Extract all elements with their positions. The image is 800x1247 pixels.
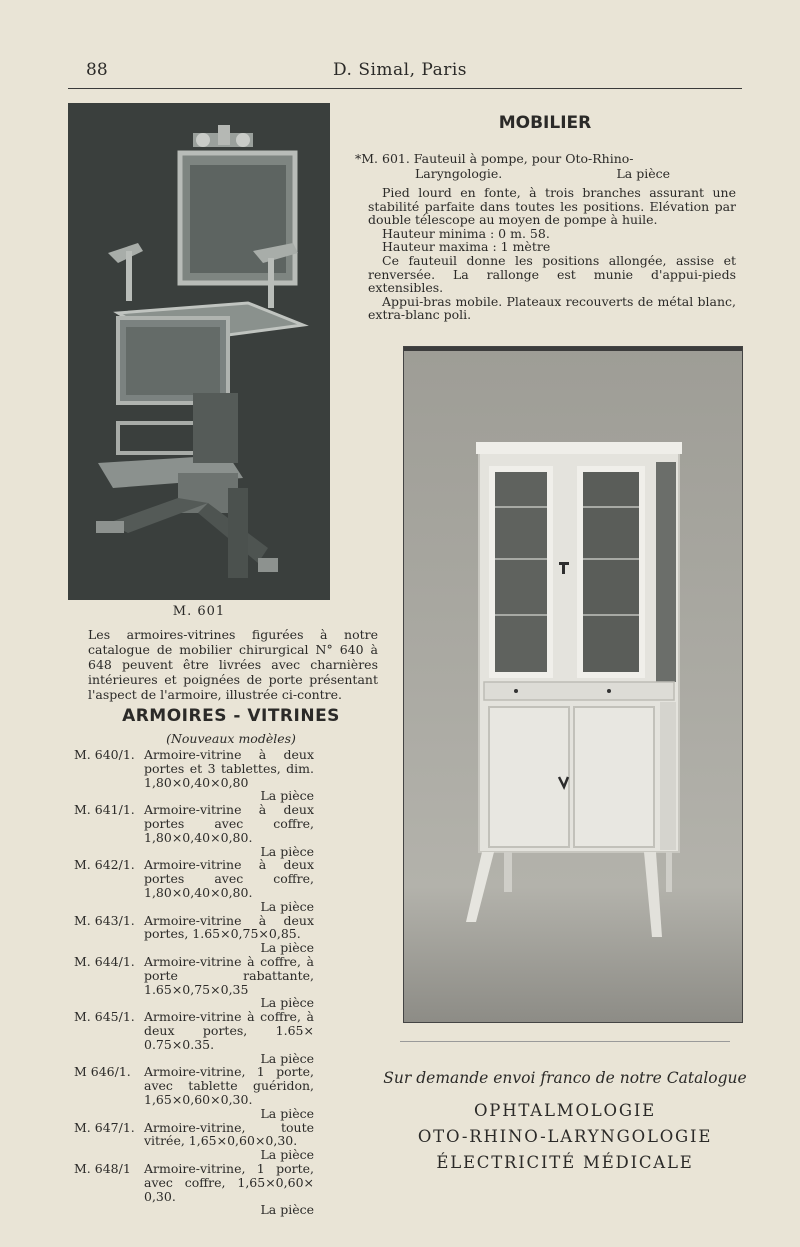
item-desc: Armoire-vitrine, toute vitrée, 1,65×0,60×0,30. (144, 1119, 314, 1149)
list-item (74, 1065, 314, 1120)
specialty-electricite: ÉLECTRICITÉ MÉDICALE (436, 1153, 694, 1172)
item-price: La pièce (260, 1105, 314, 1121)
item-price: La pièce (260, 1202, 314, 1218)
item-desc: Armoire-vitrine à deux portes avec coffre, 1,80×0,40×0,80. (144, 857, 314, 900)
m601-ref: *M. 601. Fauteuil à pompe, pour Oto-Rhino- (355, 151, 634, 166)
m601-paragraph: Appui-bras mobile. Plateaux recouverts de métal blanc, extra-blanc poli. (368, 293, 736, 323)
chair-caption: M. 601 (172, 604, 226, 619)
header-rule (68, 88, 742, 89)
m601-paragraph: Pied lourd en fonte, à trois branches assurant une stabilité parfaite dans toutes les positions. Elévation par double télescope au moyen de pompe à huile. (368, 185, 736, 228)
item-ref: M. 640/1. (74, 747, 135, 762)
list-item (74, 955, 314, 1010)
catalog-list (74, 748, 314, 1217)
list-item (74, 1121, 314, 1162)
cabinet-photo (403, 346, 743, 1023)
item-desc: Armoire-vitrine à coffre, à deux portes, 1.65× 0.75×0.35. (144, 1009, 314, 1052)
item-ref: M 646/1. (74, 1064, 131, 1080)
item-desc: Armoire-vitrine à deux portes et 3 tablettes, dim. 1,80×0,40×0,80 (144, 747, 314, 790)
m601-ref-cont: Laryngologie. (415, 166, 503, 181)
item-price: La pièce (260, 898, 314, 914)
item-price: La pièce (260, 788, 314, 804)
list-item (74, 914, 314, 955)
item-desc: Armoire-vitrine à deux portes avec coffre, 1,80×0,40×0,80. (144, 802, 314, 845)
chair-photo (68, 103, 330, 600)
page-number: 88 (86, 60, 108, 80)
item-price: La pièce (260, 843, 314, 859)
item-ref: M. 642/1. (74, 857, 135, 873)
item-desc: Armoire-vitrine, 1 porte, avec tablette guéridon, 1,65×0,60×0,30. (144, 1064, 314, 1107)
section-subtitle: (Nouveaux modèles) (166, 731, 296, 746)
item-price: La pièce (260, 1050, 314, 1066)
item-ref: M. 647/1. (74, 1119, 135, 1135)
m601-paragraph: Ce fauteuil donne les positions allongée, assise et renversée. La rallonge est munie d'appui-pieds extensibles. (368, 252, 736, 296)
catalogue-promo: Sur demande envoi franco de notre Catalogue (383, 1069, 747, 1087)
list-item (74, 858, 314, 913)
m601-description (368, 186, 736, 322)
running-head: D. Simal, Paris (332, 60, 467, 80)
item-ref: M. 644/1. (74, 953, 135, 969)
item-price: La pièce (260, 995, 314, 1011)
list-item (74, 748, 314, 803)
item-desc: Armoire-vitrine à coffre, à porte rabattante, 1.65×0,75×0,35 (144, 953, 314, 997)
item-desc: Armoire-vitrine, 1 porte, avec coffre, 1,65×0,60× 0,30. (144, 1160, 314, 1204)
item-ref: M. 641/1. (74, 802, 135, 818)
item-price: La pièce (260, 940, 314, 956)
list-item (74, 1162, 314, 1217)
m601-price: La pièce (616, 166, 670, 181)
intro-text: Les armoires-vitrines figurées à notre catalogue de mobilier chirurgical N° 640 à 648 peuvent être livrées avec charnières intérieures et poignées de porte présentant l'aspect de l'armoire, illustrée ci-contre. (88, 627, 378, 702)
item-price: La pièce (260, 1147, 314, 1163)
list-item (74, 803, 314, 858)
item-ref: M. 645/1. (74, 1009, 135, 1025)
promo-rule (400, 1041, 730, 1042)
list-item (74, 1010, 314, 1065)
specialty-ophtalmologie: OPHTALMOLOGIE (473, 1101, 657, 1120)
m601-paragraph: Hauteur maxima : 1 mètre (382, 239, 551, 255)
m601-heading (355, 151, 725, 181)
m601-paragraph: Hauteur minima : 0 m. 58. (382, 225, 550, 241)
item-desc: Armoire-vitrine à deux portes, 1.65×0,75×0,85. (144, 912, 314, 942)
item-ref: M. 643/1. (74, 912, 135, 928)
item-ref: M. 648/1 (74, 1160, 131, 1176)
specialty-orl: OTO-RHINO-LARYNGOLOGIE (417, 1127, 713, 1146)
mobilier-title: MOBILIER (498, 113, 592, 133)
section-title: ARMOIRES - VITRINES (122, 706, 340, 726)
intro-paragraph (88, 627, 378, 702)
